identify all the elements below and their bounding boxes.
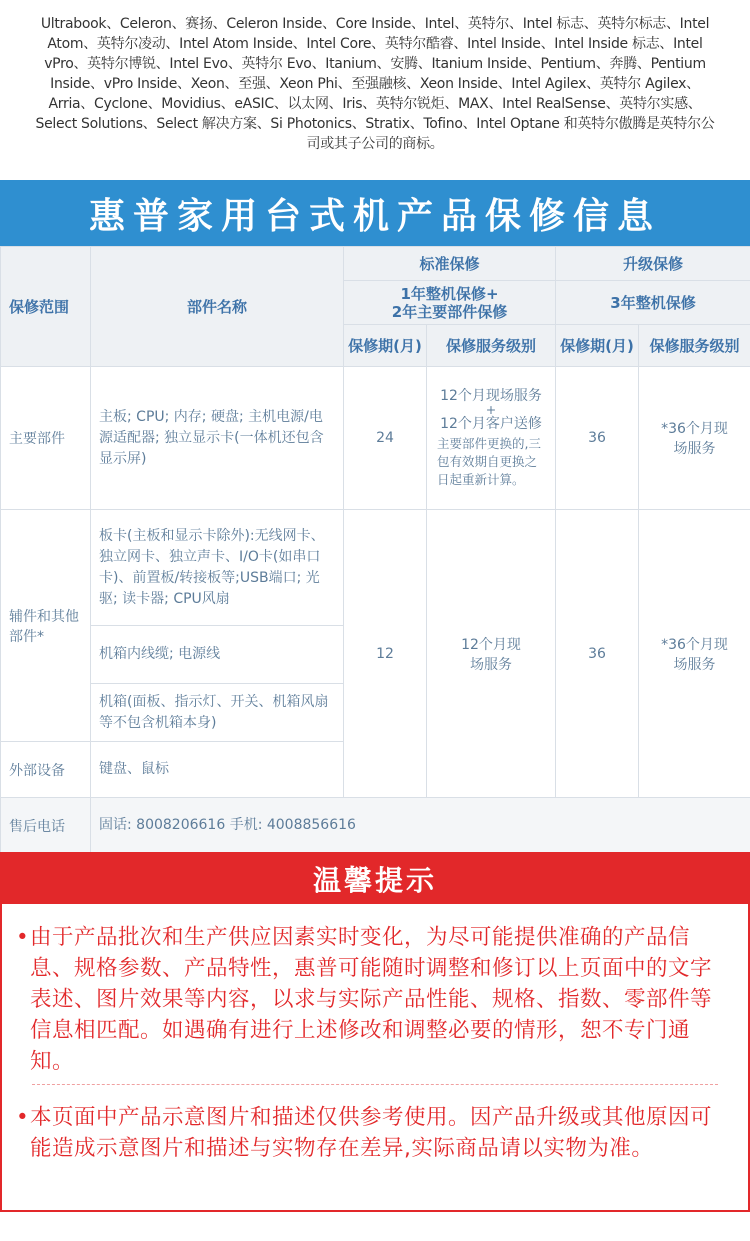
up-period-aux: 36: [556, 510, 639, 798]
parts-external: 键盘、鼠标: [91, 742, 344, 798]
notice-title: 温馨提示: [2, 854, 748, 904]
header-period-upgrade: 保修期(月): [556, 325, 639, 367]
notice-text-2: 本页面中产品示意图片和描述仅供参考使用。因产品升级或其他原因可能造成示意图片和描述与实物存在差异,实际商品请以实物为准。: [30, 1105, 713, 1161]
parts-main: 主板; CPU; 内存; 硬盘; 主机电源/电源适配器; 独立显示卡(一体机还包含显示屏): [91, 367, 344, 510]
header-part-name: 部件名称: [91, 247, 344, 367]
std-level-plus: +: [485, 402, 497, 417]
notice-box: [0, 852, 750, 1212]
scope-phone: 售后电话: [1, 798, 91, 854]
std-level-aux: 12个月现场服务: [427, 510, 556, 798]
phone-numbers: 固话: 8008206616 手机: 4008856616: [91, 798, 750, 854]
notice-item-2: [16, 1102, 720, 1164]
parts-aux-2: 机箱内线缆; 电源线: [91, 626, 344, 684]
notice-divider: [32, 1084, 718, 1085]
bullet-icon: •: [16, 925, 30, 950]
std-level-line-2: 12个月客户送修: [440, 416, 542, 432]
standard-desc-line-2: 2年主要部件保修: [391, 302, 508, 321]
table-row: [1, 367, 750, 510]
header-period: 保修期(月): [344, 325, 427, 367]
bullet-icon: •: [16, 1105, 30, 1130]
header-upgrade: 升级保修: [556, 247, 750, 281]
page-title: 惠普家用台式机产品保修信息: [0, 180, 750, 246]
standard-desc-line-1: 1年整机保修+: [400, 284, 499, 303]
header-level: 保修服务级别: [427, 325, 556, 367]
notice-text-1: 由于产品批次和生产供应因素实时变化，为尽可能提供准确的产品信息、规格参数、产品特性，惠普可能随时调整和修订以上页面中的文字表述、图片效果等内容，以求与实际产品性能、规格、指数、零部件等信息相匹配。如遇确有进行上述修改和调整必要的情形，恕不专门通知。: [30, 925, 713, 1074]
table-row: [1, 798, 750, 854]
std-level-note: 主要部件更换的,三包有效期自更换之日起重新计算。: [437, 436, 541, 487]
table-row: [1, 510, 750, 626]
header-upgrade-desc: 3年整机保修: [556, 281, 750, 325]
scope-external: 外部设备: [1, 742, 91, 798]
scope-main: 主要部件: [1, 367, 91, 510]
scope-aux: 辅件和其他部件*: [1, 510, 91, 742]
std-period-main: 24: [344, 367, 427, 510]
parts-aux-3: 机箱(面板、指示灯、开关、机箱风扇等不包含机箱本身): [91, 684, 344, 742]
header-level-upgrade: 保修服务级别: [639, 325, 750, 367]
std-period-aux: 12: [344, 510, 427, 798]
up-period-main: 36: [556, 367, 639, 510]
header-standard: 标准保修: [344, 247, 556, 281]
up-level-main: *36个月现场服务: [639, 367, 750, 510]
std-level-main: [427, 367, 556, 510]
header-scope: 保修范围: [1, 247, 91, 367]
notice-item-1: [16, 922, 720, 1077]
header-standard-desc: [344, 281, 556, 325]
warranty-table: [0, 246, 750, 854]
parts-aux-1: 板卡(主板和显示卡除外):无线网卡、独立网卡、独立声卡、I/O卡(如串口卡)、前置板/转接板等;USB端口; 光驱; 读卡器; CPU风扇: [91, 510, 344, 626]
up-level-aux: *36个月现场服务: [639, 510, 750, 798]
trademark-notice: Ultrabook、Celeron、赛扬、Celeron Inside、Core Inside、Intel、英特尔、Intel 标志、英特尔标志、Intel Atom、英特尔凌动、Intel Atom Inside、Intel Core、英特尔酷睿、Intel Inside、Intel Inside 标志、Intel vPro、英特尔博锐、Intel Evo、英特尔 Evo、Itanium、安腾、Itanium Inside、Pentium、奔腾、Pentium Inside、vPro Inside、Xeon、至强、Xeon Phi、至强融核、Xeon Inside、Intel Agilex、英特尔 Agilex、Arria、Cyclone、Movidius、eASIC、以太网、Iris、英特尔锐炬、MAX、Intel RealSense、英特尔实感、Select Solutions、Select 解决方案、Si Photonics、Stratix、Tofino、Intel Optane 和英特尔傲腾是英特尔公司或其子公司的商标。: [35, 16, 715, 152]
std-level-line-1: 12个月现场服务: [440, 388, 542, 404]
